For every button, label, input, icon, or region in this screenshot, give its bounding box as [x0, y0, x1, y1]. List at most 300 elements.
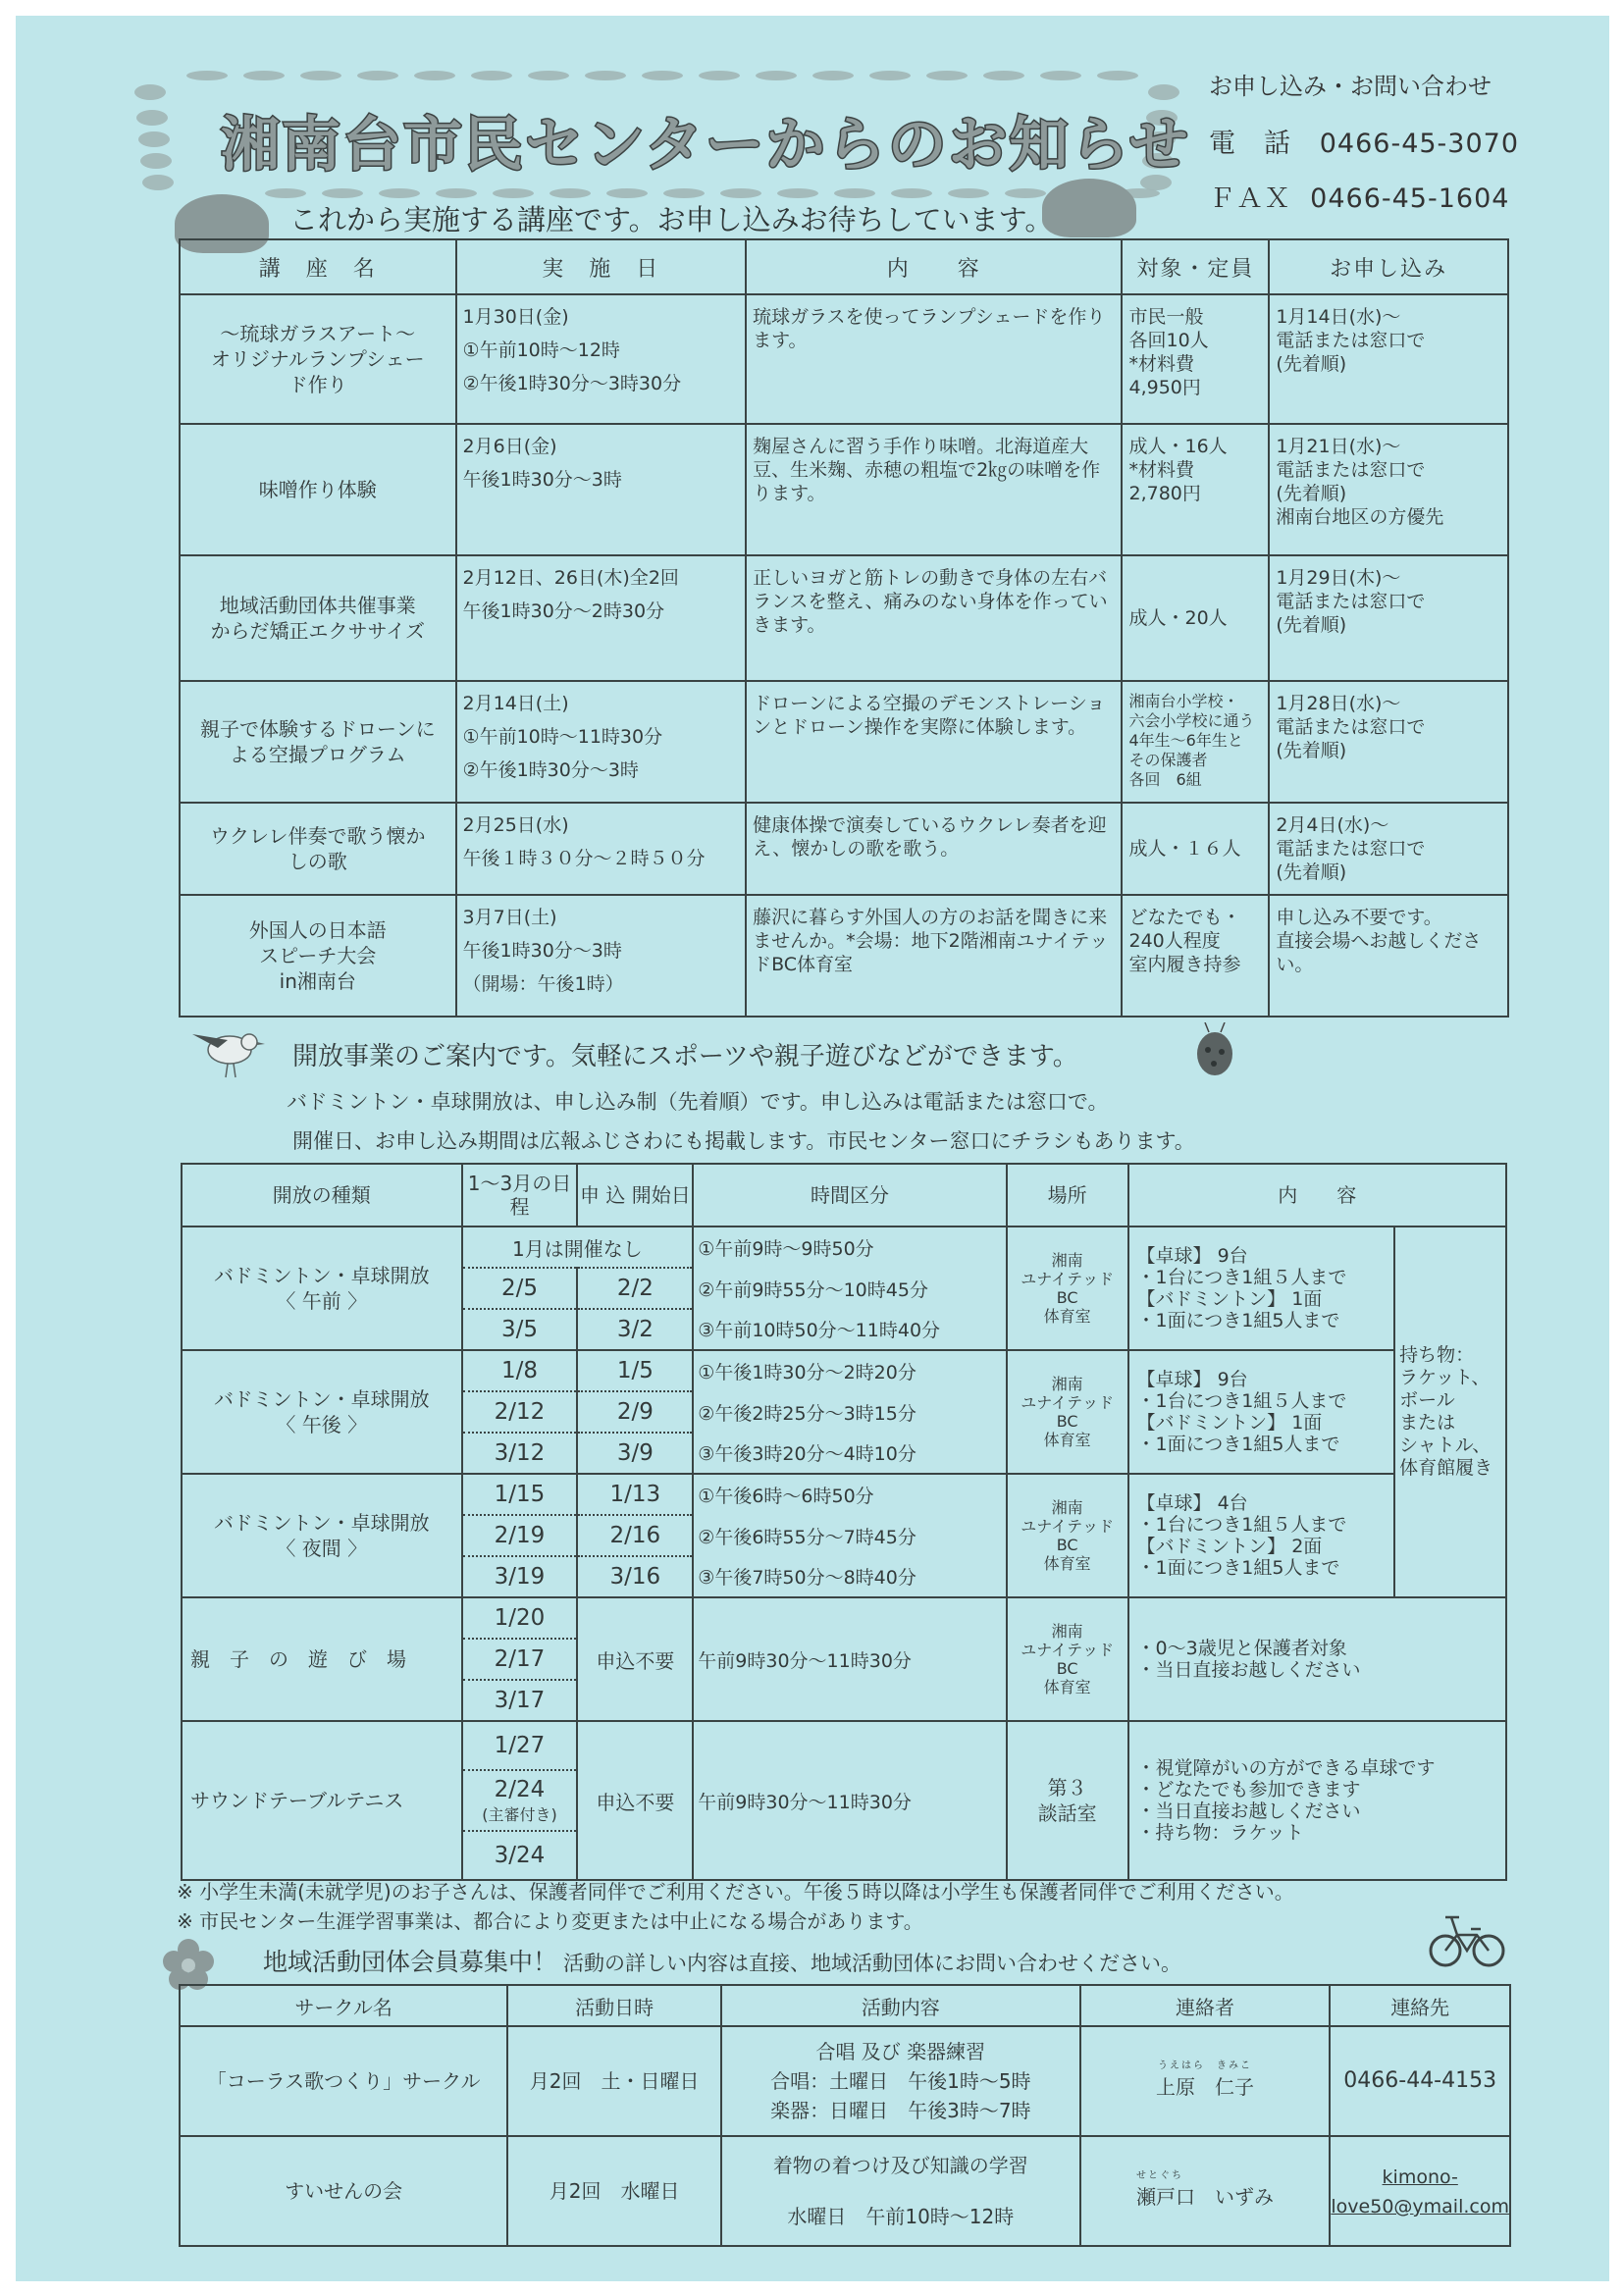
schedule-date: 1/8 [462, 1350, 578, 1391]
location-line: 第３ [1047, 1776, 1087, 1800]
detail-line: ・どなたでも参加できます [1136, 1779, 1361, 1800]
banner-dot [140, 153, 172, 169]
time-slot: ③午前10時50分～11時40分 [693, 1309, 1006, 1350]
course-name [180, 803, 456, 895]
banner-dot [528, 71, 569, 80]
course-row [180, 895, 1508, 1017]
detail-line: 【卓球】 9台 [1136, 1245, 1248, 1267]
course-name-line: しの歌 [288, 850, 347, 873]
location-line: 体育室 [1043, 1554, 1091, 1573]
bring-line: シャトル、 [1399, 1435, 1492, 1456]
banner-dot [138, 131, 170, 147]
event-location [1007, 1474, 1128, 1597]
location-line: 湘南 [1051, 1498, 1083, 1517]
course-capacity [1122, 555, 1269, 681]
banner-dot [948, 188, 989, 198]
course-capacity-line: どなたでも・ [1128, 907, 1241, 928]
banner-dot [983, 71, 1024, 80]
detail-line: 【バドミントン】 1面 [1136, 1412, 1323, 1434]
col-header: 活動内容 [721, 1985, 1080, 2026]
col-header: 開放の種類 [182, 1164, 462, 1226]
course-dates [456, 681, 747, 803]
bring-items [1394, 1226, 1506, 1597]
activity-line: 合唱：土曜日 午後1時～5時 [770, 2069, 1031, 2093]
detail-line: ・当日直接お越しください [1136, 1800, 1361, 1822]
event-type-line: バドミントン・卓球開放 [213, 1387, 430, 1411]
banner-dot [606, 188, 648, 198]
open-row [182, 1597, 1506, 1639]
course-apply-line: 1月29日(木)～ [1276, 567, 1401, 589]
banner-dot [1005, 188, 1046, 198]
event-location [1007, 1721, 1128, 1880]
course-dates-line: 午後1時30分～2時30分 [462, 600, 665, 622]
time-slot: 午前9時30分～11時30分 [693, 1721, 1006, 1880]
banner-dot [379, 188, 420, 198]
detail-line: 【卓球】 4台 [1136, 1492, 1248, 1514]
course-capacity-line: 湘南台小学校・ [1128, 692, 1239, 710]
time-slot: ②午前9時55分～10時45分 [693, 1268, 1006, 1309]
apply-start-date: 3/16 [577, 1556, 693, 1597]
time-slot: ②午後2時25分～3時15分 [693, 1391, 1006, 1433]
detail-line: ・0～3歳児と保護者対象 [1136, 1638, 1347, 1659]
col-header: 活動日時 [507, 1985, 721, 2026]
banner-dot [1040, 71, 1081, 80]
banner-dot [834, 188, 875, 198]
banner-dot [142, 175, 174, 190]
circle-contact[interactable]: 0466-44-4153 [1330, 2026, 1510, 2136]
course-capacity-line: 2,780円 [1128, 483, 1201, 504]
page-title: 湘南台市民センターからのお知らせ [221, 111, 1190, 180]
banner-dot [357, 71, 398, 80]
col-header: 実 施 日 [456, 239, 747, 294]
col-header: 講 座 名 [180, 239, 456, 294]
col-header: サークル名 [180, 1985, 507, 2026]
banner-dot [550, 188, 591, 198]
col-header: 1～3月の日程 [462, 1164, 578, 1226]
course-dates [456, 803, 747, 895]
course-row [180, 424, 1508, 555]
schedule-date: 2/19 [462, 1515, 578, 1556]
location-line: 体育室 [1043, 1678, 1091, 1696]
col-header: 場所 [1007, 1164, 1128, 1226]
circles-heading-main: 地域活動団体会員募集中！ [263, 1948, 558, 1976]
course-row [180, 803, 1508, 895]
col-header: 対象・定員 [1122, 239, 1269, 294]
course-name-line: ド作り [288, 373, 347, 396]
location-line: BC [1056, 1536, 1078, 1554]
schedule-date [462, 1831, 578, 1880]
location-line: BC [1056, 1659, 1078, 1678]
time-slot: ①午前9時～9時50分 [693, 1226, 1006, 1268]
banner-dot [414, 71, 455, 80]
fax-number: 0466-45-1604 [1310, 183, 1510, 214]
course-name [180, 294, 456, 424]
course-dates [456, 294, 747, 424]
location-line: 湘南 [1051, 1251, 1083, 1270]
schedule-date [462, 1770, 578, 1831]
course-dates [456, 555, 747, 681]
course-capacity-line: 各回 6組 [1128, 770, 1202, 789]
course-apply [1269, 803, 1508, 895]
course-name-line: よる空撮プログラム [229, 743, 406, 766]
course-name [180, 424, 456, 555]
apply-start: 申込不要 [577, 1721, 693, 1880]
course-capacity-line: 成人・20人 [1128, 607, 1228, 629]
course-dates-line: （開場：午後1時） [462, 973, 624, 995]
course-name-line: ～琉球ガラスアート～ [220, 322, 416, 345]
ladybug-icon [1195, 1022, 1234, 1077]
tel-number[interactable]: 0466-45-3070 [1319, 129, 1520, 159]
schedule-date-line: (主審付き) [482, 1804, 557, 1824]
circles-heading-note: 活動の詳しい内容は直接、地域活動団体にお問い合わせください。 [563, 1952, 1182, 1975]
course-apply-line: (先着順) [1276, 353, 1347, 375]
no-session-note: 1月は開催なし [462, 1226, 694, 1268]
course-apply-line: 電話または窓口で [1276, 838, 1426, 860]
apply-start-date: 1/13 [577, 1474, 693, 1515]
location-line: ユナイテッド [1021, 1393, 1115, 1412]
course-dates-line: 3月7日(土) [462, 907, 557, 928]
event-location [1007, 1350, 1128, 1474]
course-dates-line: 2月6日(金) [462, 436, 557, 457]
course-dates-line: 2月14日(土) [462, 693, 569, 714]
bird-icon [188, 1020, 267, 1079]
time-slot: ②午後6時55分～7時45分 [693, 1515, 1006, 1556]
schedule-date [462, 1721, 578, 1770]
course-name-line: スピーチ大会 [259, 944, 377, 967]
circle-name: 「コーラス歌つくり」サークル [180, 2026, 507, 2136]
circle-activity [721, 2026, 1080, 2136]
open-events-table [181, 1163, 1507, 1881]
detail-line: ・1台につき1組５人まで [1136, 1267, 1347, 1288]
open-row [182, 1474, 1506, 1515]
banner-dot [300, 71, 341, 80]
course-content: 麹屋さんに習う手作り味噌。北海道産大豆、生米麹、赤穂の粗塩で2㎏の味噌を作ります。 [746, 424, 1122, 555]
banner-dot [869, 71, 911, 80]
bicycle-icon [1428, 1913, 1506, 1968]
schedule-date-line: 3/24 [494, 1843, 546, 1868]
time-slot: ①午後1時30分～2時20分 [693, 1350, 1006, 1391]
location-line: ユナイテッド [1021, 1270, 1115, 1288]
event-details [1128, 1226, 1395, 1350]
course-apply-line: 直接会場へお越しください。 [1276, 930, 1482, 975]
course-dates-line: 2月12日、26日(木)全2回 [462, 567, 679, 589]
activity-line: 水曜日 午前10時～12時 [787, 2205, 1015, 2228]
event-type [182, 1474, 462, 1597]
open-events-note: バドミントン・卓球開放は、申し込み制（先着順）です。申し込みは電話または窓口で。 [287, 1090, 1109, 1114]
course-dates-line: ②午後1時30分～3時30分 [462, 373, 682, 394]
banner-dot [756, 71, 797, 80]
footnote: ※ 小学生未満(未就学児)のお子さんは、保護者同伴でご利用ください。午後５時以降は小学生も保護者同伴でご利用ください。 [177, 1880, 1294, 1904]
col-header: 内 容 [746, 239, 1122, 294]
course-apply-line: 2月4日(水)～ [1276, 814, 1389, 836]
bring-line: または [1399, 1412, 1456, 1434]
course-capacity [1122, 895, 1269, 1017]
detail-line: ・持ち物：ラケット [1136, 1822, 1304, 1844]
detail-line: ・1面につき1組5人まで [1136, 1310, 1340, 1331]
course-capacity-line: *材料費 [1128, 353, 1194, 375]
location-line: BC [1056, 1288, 1078, 1307]
event-type-line: バドミントン・卓球開放 [213, 1511, 430, 1535]
course-dates-line: ②午後1時30分～3時 [462, 759, 639, 781]
banner-dot [471, 71, 512, 80]
banner-dot [699, 71, 740, 80]
course-name-line: 親子で体験するドローンに [199, 717, 436, 741]
circle-schedule: 月2回 水曜日 [507, 2136, 721, 2246]
course-capacity [1122, 294, 1269, 424]
course-apply-line: 電話または窓口で [1276, 716, 1426, 738]
person-name: 瀬戸口 いずみ [1136, 2185, 1275, 2209]
email-part: love50@ymail.com [1331, 2196, 1509, 2218]
location-line: ユナイテッド [1021, 1641, 1115, 1659]
detail-line: ・1台につき1組５人まで [1136, 1514, 1347, 1536]
location-line: 湘南 [1051, 1375, 1083, 1393]
courses-header-row [180, 239, 1508, 294]
detail-line: ・1面につき1組5人まで [1136, 1434, 1340, 1455]
email-link[interactable] [1331, 2166, 1509, 2218]
course-capacity-line: その保護者 [1128, 751, 1208, 769]
event-details [1128, 1721, 1506, 1880]
course-apply [1269, 294, 1508, 424]
schedule-date: 1/15 [462, 1474, 578, 1515]
banner-dot [1097, 71, 1138, 80]
banner-dot [243, 71, 285, 80]
course-dates-line: ①午前10時～12時 [462, 339, 620, 361]
course-apply-line: 湘南台地区の方優先 [1276, 506, 1444, 528]
open-events-heading: 開放事業のご案内です。気軽にスポーツや親子遊びなどができます。 [292, 1042, 1078, 1071]
course-name-line: 味噌作り体験 [258, 478, 377, 501]
event-type-line: バドミントン・卓球開放 [213, 1264, 430, 1287]
col-header: 連絡先 [1330, 1985, 1510, 2026]
course-content: 藤沢に暮らす外国人の方のお話を聞きに来ませんか。*会場：地下2階湘南ユナイテッドBC体育室 [746, 895, 1122, 1017]
col-header: 内 容 [1128, 1164, 1506, 1226]
location-line: 談話室 [1037, 1801, 1097, 1825]
detail-line: ・1台につき1組５人まで [1136, 1390, 1347, 1412]
footnote: ※ 市民センター生涯学習事業は、都合により変更または中止になる場合があります。 [177, 1909, 923, 1933]
time-slot: 午前9時30分～11時30分 [693, 1597, 1006, 1721]
time-slot: ③午後3時20分～4時10分 [693, 1433, 1006, 1474]
apply-start-date: 2/2 [577, 1268, 693, 1309]
course-row [180, 294, 1508, 424]
col-header: 連絡者 [1080, 1985, 1331, 2026]
schedule-date: 2/5 [462, 1268, 578, 1309]
course-dates-line: 午後1時30分～3時 [462, 469, 622, 491]
schedule-date-line: 1/27 [494, 1733, 546, 1758]
course-capacity [1122, 681, 1269, 803]
contact-label: お申し込み・お問い合わせ [1209, 73, 1492, 100]
course-row [180, 555, 1508, 681]
banner-dot [265, 188, 306, 198]
open-row [182, 1350, 1506, 1391]
courses-subtitle: これから実施する講座です。お申し込みお待ちしています。 [289, 203, 1054, 236]
course-capacity-line: 4年生～6年生と [1128, 731, 1243, 750]
detail-line: ・1面につき1組5人まで [1136, 1557, 1340, 1579]
open-row [182, 1721, 1506, 1770]
course-capacity-line: 市民一般 [1128, 306, 1204, 328]
schedule-date: 3/5 [462, 1309, 578, 1350]
pine-tree-icon [1042, 179, 1136, 237]
banner-dot [436, 188, 477, 198]
course-content: ドローンによる空撮のデモンストレーションとドローン操作を実際に体験します。 [746, 681, 1122, 803]
event-location [1007, 1597, 1128, 1721]
apply-start-date: 2/16 [577, 1515, 693, 1556]
activity-line: 着物の着つけ及び知識の学習 [772, 2154, 1028, 2177]
apply-start-date: 3/2 [577, 1309, 693, 1350]
event-type: サウンドテーブルテニス [182, 1721, 462, 1880]
detail-line: ・視覚障がいの方ができる卓球です [1136, 1757, 1436, 1779]
course-name-line: in湘南台 [279, 969, 356, 993]
schedule-date: 3/17 [462, 1680, 578, 1721]
course-dates-line: 午後1時30分～3時 [462, 940, 622, 962]
circles-heading [263, 1943, 1181, 1978]
location-line: 体育室 [1043, 1307, 1091, 1326]
person-name: 上原 仁子 [1156, 2075, 1255, 2099]
email-part: kimono- [1382, 2166, 1458, 2188]
course-apply-line: (先着順) [1276, 483, 1347, 504]
tel-label: 電 話 [1209, 129, 1291, 159]
course-dates-line: 2月25日(水) [462, 814, 569, 836]
circle-name: すいせんの会 [180, 2136, 507, 2246]
col-header: お申し込み [1269, 239, 1508, 294]
course-name-line: 外国人の日本語 [248, 918, 387, 942]
detail-line: 【バドミントン】 1面 [1136, 1288, 1323, 1310]
bring-line: 持ち物： [1399, 1344, 1475, 1366]
location-line: 体育室 [1043, 1431, 1091, 1449]
course-apply-line: 電話または窓口で [1276, 330, 1426, 351]
detail-line: 【バドミントン】 2面 [1136, 1536, 1323, 1557]
activity-line: 合唱 及び 楽器練習 [815, 2040, 986, 2063]
course-name-line: 地域活動団体共催事業 [219, 594, 416, 617]
course-apply-line: 1月21日(水)～ [1276, 436, 1401, 457]
course-apply-line: (先着順) [1276, 861, 1347, 883]
course-dates [456, 424, 747, 555]
course-name [180, 895, 456, 1017]
event-type: 親 子 の 遊 び 場 [182, 1597, 462, 1721]
course-apply [1269, 681, 1508, 803]
banner-dot [322, 188, 363, 198]
course-apply-line: (先着順) [1276, 740, 1347, 761]
event-type [182, 1350, 462, 1474]
furigana: うえはら きみこ [1158, 2061, 1253, 2071]
apply-start: 申込不要 [577, 1597, 693, 1721]
circles-table [179, 1984, 1511, 2247]
banner-dot [186, 71, 228, 80]
col-header: 時間区分 [693, 1164, 1006, 1226]
bring-line: ボール [1399, 1389, 1455, 1411]
schedule-date: 3/19 [462, 1556, 578, 1597]
course-capacity-line: 成人・16人 [1128, 436, 1228, 457]
location-line: ユナイテッド [1021, 1517, 1115, 1536]
open-events-header-row [182, 1164, 1506, 1226]
event-type-line: 〈 夜間 〉 [276, 1537, 368, 1560]
banner-dot [493, 188, 534, 198]
course-capacity-line: *材料費 [1128, 459, 1194, 481]
course-dates-line: 午後１時３０分～２時５０分 [462, 848, 706, 869]
course-apply-line: (先着順) [1276, 614, 1347, 636]
course-capacity-line: 成人・１６人 [1128, 838, 1241, 860]
schedule-date-line: 2/24 [494, 1776, 546, 1802]
circle-contact-person [1080, 2026, 1331, 2136]
course-dates [456, 895, 747, 1017]
bring-line: 体育館履き [1399, 1457, 1493, 1479]
furigana: せとぐち [1136, 2170, 1184, 2181]
course-apply-line: 1月28日(水)～ [1276, 693, 1401, 714]
banner-dot [642, 71, 683, 80]
circle-row [180, 2026, 1510, 2136]
event-type [182, 1226, 462, 1350]
banner-dot [926, 71, 968, 80]
location-line: 湘南 [1051, 1622, 1083, 1641]
open-events-note: 開催日、お申し込み期間は広報ふじさわにも掲載します。市民センター窓口にチラシもあります。 [292, 1129, 1195, 1153]
course-apply-line: 申し込み不要です。 [1276, 907, 1442, 928]
event-details [1128, 1474, 1395, 1597]
tel-line [1209, 122, 1519, 160]
time-slot: ①午後6時～6時50分 [693, 1474, 1006, 1515]
course-name-line: ウクレレ伴奏で歌う懐か [210, 824, 426, 848]
course-dates-line: ①午前10時～11時30分 [462, 726, 663, 748]
bring-line: ラケット、 [1399, 1367, 1491, 1388]
detail-line: 【卓球】 9台 [1136, 1369, 1248, 1390]
course-apply-line: 電話または窓口で [1276, 459, 1426, 481]
circle-row [180, 2136, 1510, 2246]
course-name-line: オリジナルランプシェー [210, 347, 425, 371]
course-apply [1269, 424, 1508, 555]
course-apply-line: 1月14日(水)～ [1276, 306, 1401, 328]
course-capacity-line: 室内履き持参 [1128, 954, 1241, 975]
fax-label: ＦＡＸ [1209, 183, 1291, 214]
course-capacity-line: 各回10人 [1128, 330, 1209, 351]
event-type-line: 〈 午前 〉 [276, 1289, 368, 1313]
event-type-line: 〈 午後 〉 [276, 1413, 368, 1436]
course-capacity [1122, 803, 1269, 895]
open-row [182, 1226, 1506, 1268]
course-apply [1269, 555, 1508, 681]
schedule-date: 3/12 [462, 1433, 578, 1474]
course-capacity [1122, 424, 1269, 555]
courses-table [179, 238, 1509, 1018]
course-apply-line: 電話または窓口で [1276, 591, 1426, 612]
banner-dot [134, 84, 166, 100]
circles-header-row [180, 1985, 1510, 2026]
circle-contact [1330, 2136, 1510, 2246]
banner-dot [812, 71, 854, 80]
fax-line [1209, 177, 1509, 215]
banner-dot [891, 188, 932, 198]
circle-activity [721, 2136, 1080, 2246]
event-details [1128, 1597, 1506, 1721]
activity-line: 楽器：日曜日 午後3時～7時 [770, 2099, 1031, 2122]
apply-start-date: 3/9 [577, 1433, 693, 1474]
schedule-date: 2/17 [462, 1639, 578, 1680]
course-dates-line: 1月30日(金) [462, 306, 569, 328]
schedule-date: 2/12 [462, 1391, 578, 1433]
event-details [1128, 1350, 1395, 1474]
course-capacity-line: 六会小学校に通う [1128, 711, 1255, 730]
circle-schedule: 月2回 土・日曜日 [507, 2026, 721, 2136]
banner-dot [720, 188, 761, 198]
course-content: 正しいヨガと筋トレの動きで身体の左右バランスを整え、痛みのない身体を作っていきます。 [746, 555, 1122, 681]
schedule-date: 1/20 [462, 1597, 578, 1639]
time-slot: ③午後7時50分～8時40分 [693, 1556, 1006, 1597]
banner-dot [136, 110, 168, 126]
course-name-line: からだ矯正エクササイズ [210, 619, 425, 643]
col-header: 申 込 開始日 [577, 1164, 693, 1226]
location-line: BC [1056, 1412, 1078, 1431]
course-content: 健康体操で演奏しているウクレレ奏者を迎え、懐かしの歌を歌う。 [746, 803, 1122, 895]
course-name [180, 555, 456, 681]
course-capacity-line: 240人程度 [1128, 930, 1221, 952]
banner-dot [777, 188, 818, 198]
circle-contact-person [1080, 2136, 1331, 2246]
